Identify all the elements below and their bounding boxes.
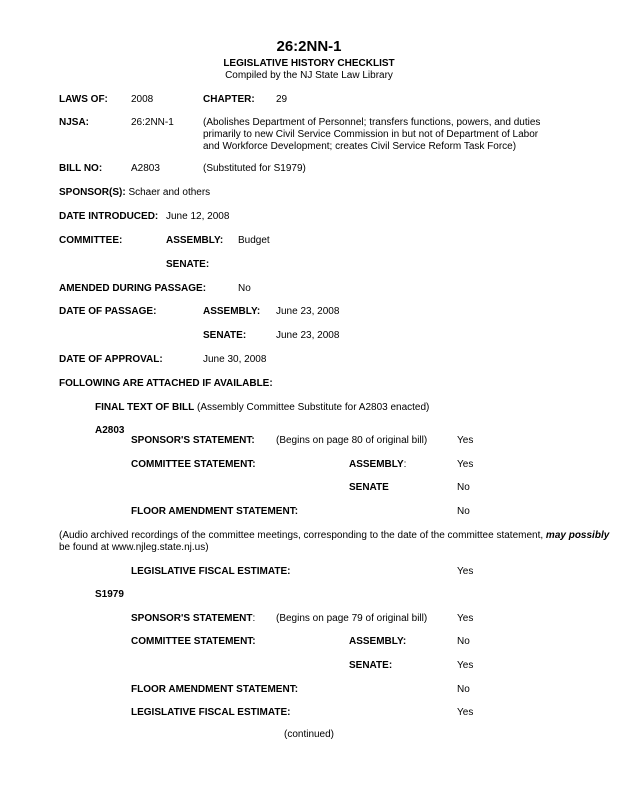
a2803-floor-label: FLOOR AMENDMENT STATEMENT: [131, 506, 299, 517]
s1979-committee-label: COMMITTEE STATEMENT: [131, 636, 256, 647]
a2803-assembly-label: ASSEMBLY [349, 459, 404, 470]
njsa-label: NJSA: [59, 117, 90, 128]
a2803-sponsor-note: (Begins on page 80 of original bill) [276, 435, 428, 446]
njsa-description-line: primarily to new Civil Service Commission in but not of Department of Labor [203, 129, 539, 140]
committee-label: COMMITTEE: [59, 235, 123, 246]
passage-senate-label: SENATE: [203, 330, 247, 341]
amended-value: No [238, 283, 251, 294]
a2803-sponsor-label: SPONSOR'S STATEMENT: [131, 435, 255, 446]
laws-of-label: LAWS OF: [59, 94, 108, 105]
chapter-label: CHAPTER: [203, 94, 255, 105]
final-text-note: (Assembly Committee Substitute for A2803 enacted) [197, 402, 430, 413]
s1979-floor-value: No [457, 684, 470, 695]
bill-no-note: (Substituted for S1979) [203, 163, 306, 174]
s1979-fiscal-label: LEGISLATIVE FISCAL ESTIMATE: [131, 707, 291, 718]
audio-note-emphasis: may possibly [545, 530, 610, 541]
a2803-sponsor-value: Yes [457, 435, 474, 446]
committee-assembly-label: ASSEMBLY: [166, 235, 224, 246]
s1979-sponsor-value: Yes [457, 613, 474, 624]
audio-note-line: be found at www.njleg.state.nj.us) [59, 542, 209, 553]
final-text-label: FINAL TEXT OF BILL [95, 402, 195, 413]
s1979-floor-label: FLOOR AMENDMENT STATEMENT: [131, 684, 299, 695]
a2803-fiscal-value: Yes [457, 566, 474, 577]
a2803-committee-label: COMMITTEE STATEMENT: [131, 459, 256, 470]
audio-note-line [59, 530, 609, 542]
a2803-senate-value: No [457, 482, 470, 493]
sponsors-label: SPONSOR(S): [59, 187, 126, 198]
committee-senate-label: SENATE: [166, 259, 210, 270]
s1979-assembly-label: ASSEMBLY: [349, 636, 407, 647]
s1979-senate-value: Yes [457, 660, 474, 671]
passage-assembly-value: June 23, 2008 [276, 306, 340, 317]
a2803-assembly-value: Yes [457, 459, 474, 470]
s1979-sponsor-note: (Begins on page 79 of original bill) [276, 613, 428, 624]
njsa-description-line: (Abolishes Department of Personnel; transfers functions, powers, and duties [203, 117, 541, 128]
njsa-description-line: and Workforce Development; creates Civil Service Reform Task Force) [203, 141, 517, 152]
s1979-sponsor-label: SPONSOR'S STATEMENT [131, 613, 253, 624]
s1979-sponsor-colon: : [252, 613, 256, 624]
date-of-passage-label: DATE OF PASSAGE: [59, 306, 157, 317]
a2803-assembly-colon: : [403, 459, 407, 470]
continued-footer: (continued) [283, 729, 335, 740]
njsa-value: 26:2NN-1 [131, 117, 174, 128]
a2803-fiscal-label: LEGISLATIVE FISCAL ESTIMATE: [131, 566, 291, 577]
date-of-approval-label: DATE OF APPROVAL: [59, 354, 163, 365]
sponsors-row [59, 187, 210, 199]
s1979-assembly-value: No [457, 636, 470, 647]
page-subtitle: LEGISLATIVE HISTORY CHECKLIST [223, 58, 395, 69]
bill-no-label: BILL NO: [59, 163, 103, 174]
a2803-label: A2803 [95, 425, 125, 436]
s1979-senate-label: SENATE: [349, 660, 393, 671]
bill-no-value: A2803 [131, 163, 160, 174]
a2803-floor-value: No [457, 506, 470, 517]
date-of-approval-value: June 30, 2008 [203, 354, 267, 365]
final-text-row [95, 402, 429, 414]
passage-senate-value: June 23, 2008 [276, 330, 340, 341]
s1979-sponsor-row [131, 613, 255, 625]
compiled-by: Compiled by the NJ State Law Library [225, 70, 393, 81]
passage-assembly-label: ASSEMBLY: [203, 306, 261, 317]
amended-label: AMENDED DURING PASSAGE: [59, 283, 207, 294]
a2803-senate-label: SENATE [349, 482, 389, 493]
chapter-value: 29 [276, 94, 288, 105]
a2803-assembly-row [349, 459, 406, 471]
sponsors-value: Schaer and others [128, 187, 211, 198]
audio-note-text: (Audio archived recordings of the committee meetings, corresponding to the date of the committee statement, [59, 530, 546, 541]
page-title: 26:2NN-1 [276, 38, 342, 55]
laws-of-value: 2008 [131, 94, 154, 105]
date-introduced-label: DATE INTRODUCED: [59, 211, 159, 222]
attached-heading: FOLLOWING ARE ATTACHED IF AVAILABLE: [59, 378, 273, 389]
date-introduced-value: June 12, 2008 [166, 211, 230, 222]
s1979-label: S1979 [95, 589, 124, 600]
s1979-fiscal-value: Yes [457, 707, 474, 718]
committee-assembly-value: Budget [238, 235, 270, 246]
